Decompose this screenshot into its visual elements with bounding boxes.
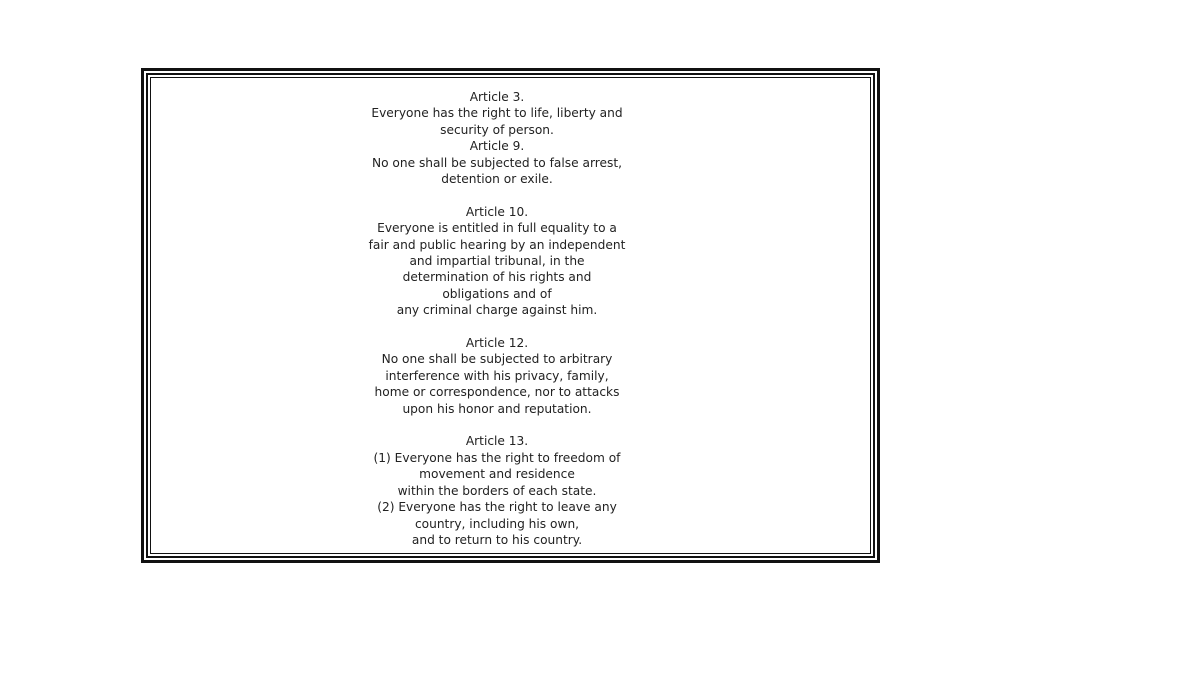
- article-text-line: determination of his rights and: [402, 270, 592, 285]
- paragraph-gap: [363, 319, 631, 335]
- article-text-line: and to return to his country.: [411, 532, 583, 547]
- articles-text-block: [363, 89, 631, 548]
- article-text-line: fair and public hearing by an independent: [368, 237, 626, 252]
- article-heading: Article 13.: [465, 434, 529, 449]
- article-3: [363, 89, 631, 138]
- paragraph-gap: [363, 187, 631, 203]
- article-heading: Article 10.: [465, 204, 529, 219]
- article-text-line: interference with his privacy, family,: [385, 368, 609, 383]
- article-text-line: No one shall be subjected to arbitrary: [381, 352, 613, 367]
- article-text-line: security of person.: [440, 122, 554, 137]
- article-heading: Article 9.: [469, 139, 525, 154]
- article-text-line: any criminal charge against him.: [396, 303, 598, 318]
- document-frame: [141, 68, 880, 563]
- article-text-line: within the borders of each state.: [397, 483, 597, 498]
- article-text-line: (1) Everyone has the right to freedom of: [373, 450, 621, 465]
- article-13: [363, 433, 631, 548]
- article-text-line: movement and residence: [419, 467, 575, 482]
- article-text-line: No one shall be subjected to false arrest,: [371, 155, 623, 170]
- article-text-line: Everyone is entitled in full equality to a: [377, 221, 617, 236]
- article-10: [363, 204, 631, 319]
- article-12: [363, 335, 631, 417]
- paragraph-gap: [363, 417, 631, 433]
- article-text-line: (2) Everyone has the right to leave any: [377, 500, 617, 515]
- article-text-line: home or correspondence, nor to attacks: [374, 385, 620, 400]
- article-9: [363, 138, 631, 187]
- article-text-line: and impartial tribunal, in the: [409, 254, 585, 269]
- article-heading: Article 3.: [469, 90, 525, 104]
- article-text-line: upon his honor and reputation.: [402, 401, 592, 416]
- document-page: [150, 77, 871, 554]
- article-text-line: Everyone has the right to life, liberty and: [371, 106, 623, 121]
- article-text-line: country, including his own,: [414, 516, 580, 531]
- article-text-line: detention or exile.: [441, 172, 553, 187]
- document-frame-inner-border: [146, 73, 875, 558]
- article-heading: Article 12.: [465, 336, 529, 351]
- article-text-line: obligations and of: [442, 286, 552, 301]
